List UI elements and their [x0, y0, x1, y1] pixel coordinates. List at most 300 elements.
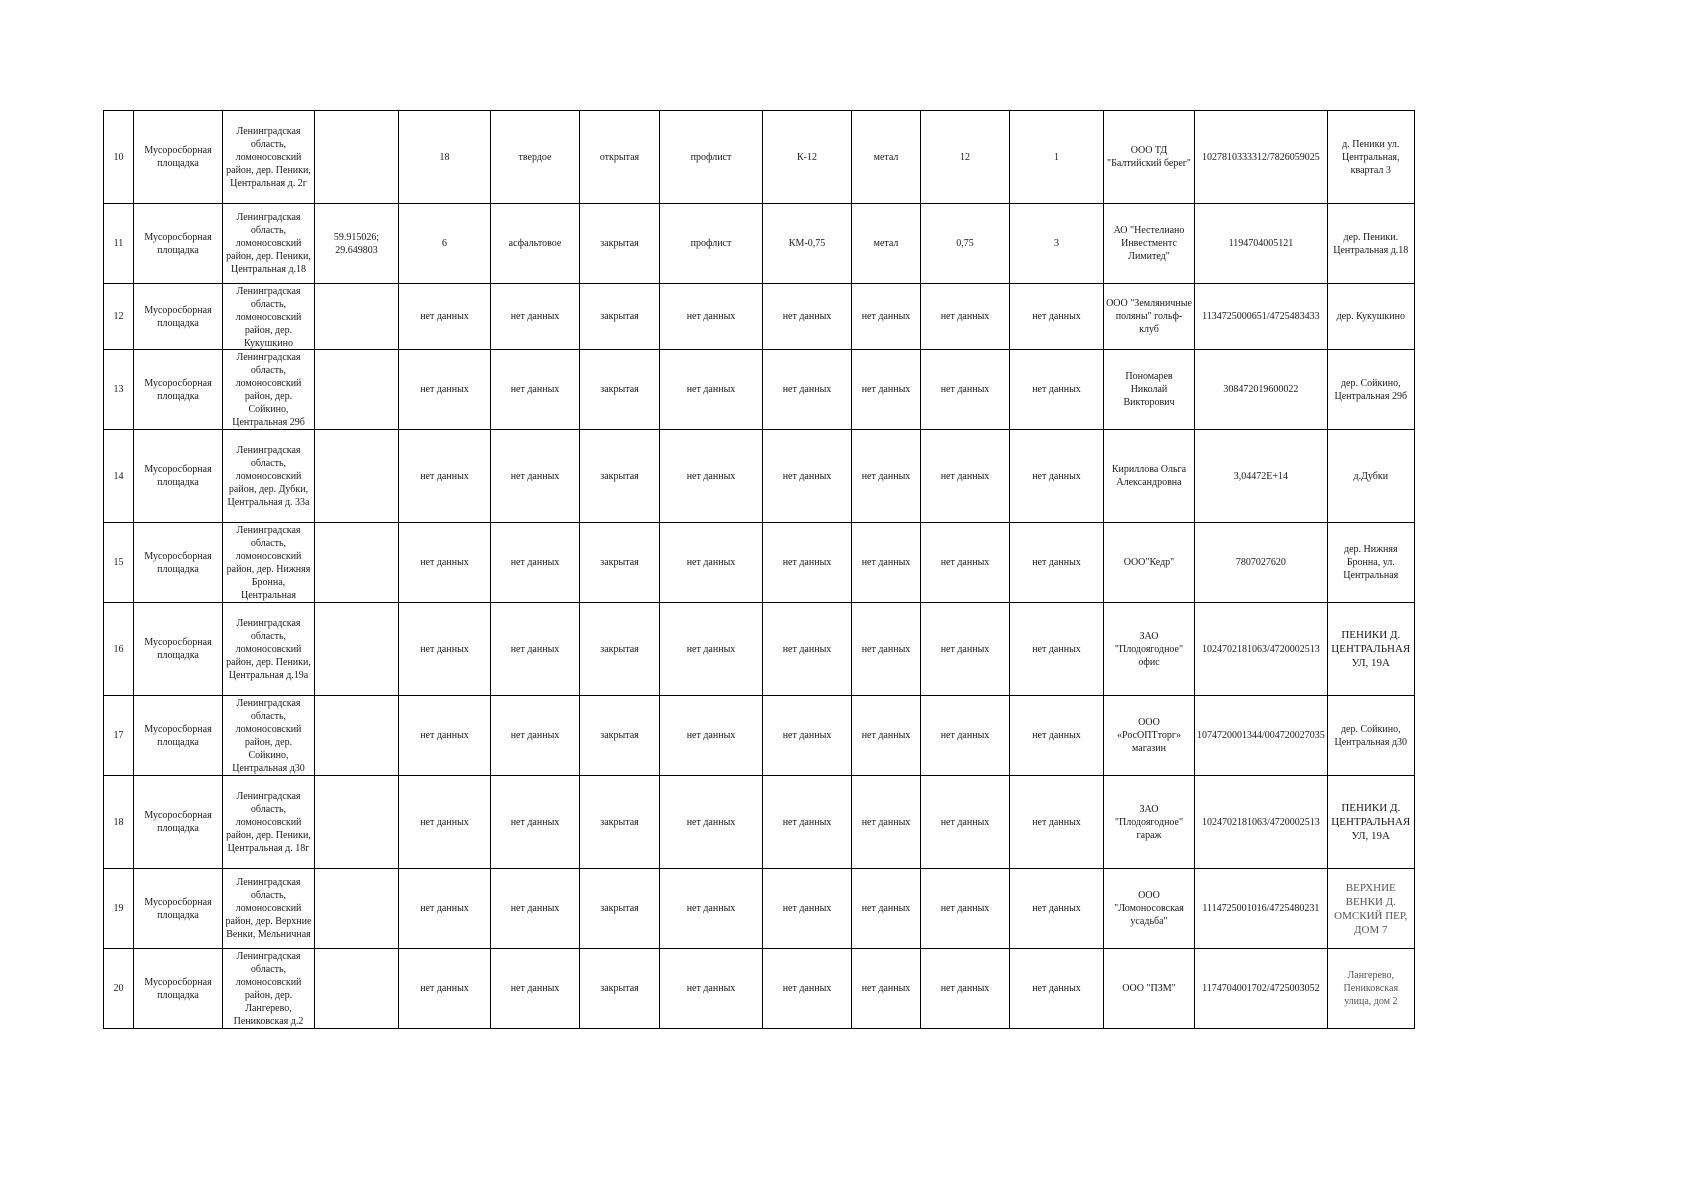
cell-cover [491, 430, 580, 523]
cell-text: нет данных [686, 557, 736, 568]
cell-text: ООО"Кедр" [1123, 557, 1175, 568]
cell-area [399, 776, 491, 869]
cell-address [223, 603, 315, 696]
cell-owner [1104, 430, 1195, 523]
cell-coords [315, 603, 399, 696]
cell-owner [1104, 869, 1195, 949]
cell-volume [921, 523, 1010, 603]
cell-fence [660, 111, 763, 204]
cell-text: нет данных [420, 384, 469, 395]
cell-address [223, 111, 315, 204]
cell-container [763, 603, 852, 696]
cell-text: 10 [113, 151, 124, 163]
cell-type [134, 111, 223, 204]
cell-text: нет данных [782, 983, 832, 994]
cell-text: Ленинградская область, ломоносовский район, дер. Сойкино, Центральная д30 [232, 697, 305, 774]
cell-text: нет данных [420, 557, 469, 568]
cell-material [852, 111, 921, 204]
cell-kind [580, 284, 660, 350]
cell-text: 7807027620 [1235, 557, 1286, 568]
cell-text: дер. Сойкино, Центральная д30 [1334, 723, 1408, 748]
cell-text: Ленинградская область, ломоносовский район, дер. Верхние Венки, Мельничная [225, 877, 312, 940]
cell-text: Мусоросборная площадка [144, 550, 212, 575]
cell-volume [921, 776, 1010, 869]
cell-text: ООО «РосОПТторг» магазин [1117, 717, 1181, 754]
cell-volume [921, 696, 1010, 776]
cell-area [399, 284, 491, 350]
cell-text: нет данных [782, 730, 832, 741]
cell-material [852, 350, 921, 430]
cell-ogrn [1195, 204, 1328, 284]
cell-text: нет данных [1032, 983, 1081, 994]
cell-text: нет данных [686, 903, 736, 914]
cell-type [134, 776, 223, 869]
cell-container [763, 523, 852, 603]
table-row [104, 869, 1415, 949]
cell-text: закрытая [600, 557, 639, 568]
cell-source [1327, 603, 1414, 696]
cell-text: нет данных [940, 384, 990, 395]
cell-coords [315, 350, 399, 430]
cell-type [134, 350, 223, 430]
cell-no [104, 869, 134, 949]
cell-text: 11 [113, 238, 124, 249]
cell-container [763, 204, 852, 284]
cell-area [399, 603, 491, 696]
cell-coords [315, 776, 399, 869]
cell-text: К-12 [797, 151, 817, 163]
cell-text: Кириллова Ольга Александровна [1111, 464, 1187, 488]
cell-text: нет данных [420, 903, 469, 914]
data-table [103, 110, 1415, 1029]
cell-ogrn [1195, 284, 1328, 350]
cell-text: Пономарев Николай Викторович [1123, 371, 1175, 408]
cell-owner [1104, 284, 1195, 350]
cell-text: нет данных [782, 557, 832, 568]
cell-text: нет данных [1032, 643, 1081, 655]
cell-owner [1104, 350, 1195, 430]
cell-ogrn [1195, 350, 1328, 430]
cell-text: закрытая [600, 816, 639, 828]
cell-text: Ленинградская область, ломоносовский район, дер. Пеники, Центральная д.19а [226, 617, 311, 681]
cell-material [852, 204, 921, 284]
cell-text: нет данных [861, 311, 911, 322]
cell-text: д. Пеники ул. Центральная, квартал 3 [1342, 138, 1400, 176]
cell-kind [580, 350, 660, 430]
cell-text: Мусоросборная площадка [144, 377, 212, 402]
cell-text: твердое [518, 151, 552, 163]
cell-cover [491, 111, 580, 204]
cell-text: нет данных [510, 730, 560, 741]
cell-address [223, 776, 315, 869]
cell-text: нет данных [861, 730, 911, 741]
cell-cover [491, 869, 580, 949]
cell-address [223, 869, 315, 949]
cell-count [1010, 350, 1104, 430]
cell-text: нет данных [686, 816, 736, 828]
cell-source [1327, 949, 1414, 1029]
cell-source [1327, 776, 1414, 869]
cell-source [1327, 523, 1414, 603]
cell-material [852, 523, 921, 603]
cell-volume [921, 284, 1010, 350]
cell-text: нет данных [782, 903, 832, 914]
cell-text: нет данных [1032, 384, 1081, 395]
cell-source [1327, 350, 1414, 430]
cell-material [852, 603, 921, 696]
cell-text: Ленинградская область, ломоносовский район, дер. Лангерево, Пениковская д.2 [233, 950, 304, 1027]
cell-text: 15 [113, 557, 124, 568]
cell-cover [491, 284, 580, 350]
cell-count [1010, 949, 1104, 1029]
cell-text: Ленинградская область, ломоносовский район, дер. Нижняя Бронна, Центральная [226, 524, 311, 601]
cell-text: нет данных [940, 983, 990, 994]
cell-cover [491, 776, 580, 869]
cell-coords [315, 430, 399, 523]
cell-text: Лангерево, Пениковская улица, дом 2 [1343, 970, 1399, 1007]
cell-area [399, 949, 491, 1029]
cell-text: нет данных [861, 643, 911, 655]
cell-text: Мусоросборная площадка [144, 810, 212, 834]
cell-kind [580, 949, 660, 1029]
cell-text: ООО ТД "Балтийский берег" [1107, 145, 1191, 169]
cell-fence [660, 523, 763, 603]
cell-text: 1024702181063/4720002513 [1202, 643, 1320, 655]
cell-source [1327, 204, 1414, 284]
cell-owner [1104, 949, 1195, 1029]
cell-text: 1027810333312/7826059025 [1202, 151, 1320, 163]
cell-fence [660, 869, 763, 949]
cell-text: нет данных [782, 643, 832, 655]
cell-no [104, 696, 134, 776]
cell-text: ЗАО "Плодоягодное" гараж [1114, 803, 1184, 841]
cell-count [1010, 776, 1104, 869]
cell-fence [660, 776, 763, 869]
cell-text: КМ-0,75 [788, 238, 826, 249]
cell-text: нет данных [510, 384, 560, 395]
cell-text: Ленинградская область, ломоносовский район, дер. Пеники, Центральная д. 2г [226, 125, 311, 189]
cell-owner [1104, 603, 1195, 696]
cell-text: дер. Нижняя Бронна, ул. Центральная [1343, 544, 1399, 581]
cell-text: нет данных [686, 730, 736, 741]
cell-coords [315, 111, 399, 204]
cell-no [104, 603, 134, 696]
cell-text: 1114725001016/4725480231 [1202, 903, 1320, 914]
cell-material [852, 430, 921, 523]
cell-text: нет данных [510, 816, 560, 828]
cell-text: 3,04472E+14 [1233, 470, 1289, 482]
cell-address [223, 949, 315, 1029]
cell-no [104, 284, 134, 350]
cell-material [852, 776, 921, 869]
cell-text: Мусоросборная площадка [144, 231, 212, 256]
cell-text: 12 [960, 151, 970, 163]
cell-no [104, 523, 134, 603]
cell-source [1327, 430, 1414, 523]
cell-text: Мусоросборная площадка [144, 145, 212, 169]
cell-ogrn [1195, 776, 1328, 869]
cell-text: закрытая [600, 983, 639, 994]
cell-address [223, 284, 315, 350]
cell-text: нет данных [420, 643, 469, 655]
cell-text: закрытая [600, 311, 639, 322]
cell-text: закрытая [600, 384, 639, 395]
cell-coords [315, 284, 399, 350]
cell-text: ПЕНИКИ Д. ЦЕНТРАЛЬНАЯ УЛ, 19А [1331, 629, 1411, 669]
cell-coords [315, 869, 399, 949]
cell-text: нет данных [861, 470, 911, 482]
table-row [104, 523, 1415, 603]
cell-address [223, 430, 315, 523]
cell-material [852, 869, 921, 949]
table-row [104, 111, 1415, 204]
cell-text: 1174704001702/4725003052 [1202, 983, 1320, 994]
cell-cover [491, 949, 580, 1029]
cell-volume [921, 603, 1010, 696]
cell-material [852, 949, 921, 1029]
cell-text: нет данных [1032, 557, 1081, 568]
cell-text: Ленинградская область, ломоносовский район, дер. Кукушкино [235, 285, 302, 349]
cell-text: нет данных [686, 384, 736, 395]
cell-kind [580, 111, 660, 204]
cell-text: нет данных [686, 983, 736, 994]
cell-volume [921, 350, 1010, 430]
cell-text: нет данных [940, 816, 990, 828]
cell-owner [1104, 696, 1195, 776]
cell-text: ООО "Земляничные поляны" гольф-клуб [1106, 298, 1192, 335]
cell-ogrn [1195, 696, 1328, 776]
cell-source [1327, 696, 1414, 776]
cell-kind [580, 869, 660, 949]
cell-text: 18 [113, 816, 124, 828]
cell-text: нет данных [782, 311, 832, 322]
cell-kind [580, 603, 660, 696]
cell-material [852, 696, 921, 776]
cell-ogrn [1195, 869, 1328, 949]
cell-area [399, 696, 491, 776]
cell-text: нет данных [1032, 816, 1081, 828]
cell-ogrn [1195, 523, 1328, 603]
cell-text: нет данных [861, 557, 911, 568]
cell-text: 19 [113, 903, 124, 914]
cell-text: нет данных [686, 643, 736, 655]
cell-text: Мусоросборная площадка [144, 976, 212, 1001]
cell-text: 1074720001344/004720027035 [1197, 730, 1325, 741]
cell-text: 20 [113, 983, 124, 994]
cell-count [1010, 204, 1104, 284]
cell-text: Мусоросборная площадка [144, 304, 212, 329]
table-row [104, 350, 1415, 430]
cell-coords [315, 523, 399, 603]
cell-text: 12 [113, 311, 124, 322]
cell-volume [921, 869, 1010, 949]
cell-type [134, 430, 223, 523]
cell-container [763, 776, 852, 869]
cell-text: нет данных [1032, 470, 1081, 482]
cell-fence [660, 430, 763, 523]
cell-area [399, 350, 491, 430]
cell-fence [660, 284, 763, 350]
cell-text: 1194704005121 [1228, 238, 1294, 249]
cell-text: нет данных [420, 816, 469, 828]
cell-count [1010, 603, 1104, 696]
cell-text: ПЕНИКИ Д. ЦЕНТРАЛЬНАЯ УЛ, 19А [1331, 802, 1411, 842]
cell-type [134, 696, 223, 776]
cell-text: 0,75 [956, 238, 974, 249]
cell-text: нет данных [940, 730, 990, 741]
cell-text: метал [873, 151, 899, 163]
cell-text: закрытая [600, 470, 639, 482]
cell-text: ЗАО "Плодоягодное" офис [1114, 630, 1184, 668]
cell-text: нет данных [861, 384, 911, 395]
table-row [104, 696, 1415, 776]
cell-no [104, 204, 134, 284]
table-row [104, 603, 1415, 696]
cell-ogrn [1195, 949, 1328, 1029]
cell-kind [580, 696, 660, 776]
cell-text: Мусоросборная площадка [144, 896, 212, 921]
cell-text: закрытая [600, 643, 639, 655]
cell-volume [921, 204, 1010, 284]
cell-text: дер. Сойкино, Центральная 29б [1334, 377, 1408, 402]
cell-text: ООО "Ломоносовская усадьба" [1114, 890, 1184, 927]
cell-text: нет данных [782, 384, 832, 395]
cell-text: 1 [1054, 151, 1059, 163]
cell-text: нет данных [940, 470, 990, 482]
cell-count [1010, 523, 1104, 603]
cell-text: 17 [113, 730, 124, 741]
cell-text: нет данных [940, 557, 990, 568]
cell-text: нет данных [861, 983, 911, 994]
cell-text: Мусоросборная площадка [144, 464, 212, 488]
cell-text: 16 [113, 643, 124, 655]
cell-text: Ленинградская область, ломоносовский район, дер. Пеники, Центральная д. 18г [226, 790, 311, 854]
cell-count [1010, 111, 1104, 204]
cell-volume [921, 949, 1010, 1029]
cell-text: профлист [690, 151, 732, 163]
cell-no [104, 430, 134, 523]
cell-text: АО "Нестелиано Инвестментс Лимитед" [1113, 225, 1185, 262]
cell-count [1010, 284, 1104, 350]
cell-text: асфальтовое [508, 238, 562, 249]
cell-text: Ленинградская область, ломоносовский район, дер. Пеники, Центральная д.18 [226, 212, 311, 275]
cell-cover [491, 603, 580, 696]
table-row [104, 284, 1415, 350]
cell-text: 1134725000651/4725483433 [1202, 311, 1320, 322]
cell-no [104, 949, 134, 1029]
cell-text: нет данных [420, 311, 469, 322]
cell-text: нет данных [686, 311, 736, 322]
cell-text: нет данных [940, 643, 990, 655]
cell-area [399, 523, 491, 603]
cell-text: нет данных [510, 557, 560, 568]
cell-text: нет данных [940, 903, 990, 914]
cell-text: 1024702181063/4720002513 [1202, 816, 1320, 828]
cell-text: нет данных [861, 903, 911, 914]
cell-text: нет данных [510, 643, 560, 655]
cell-type [134, 523, 223, 603]
cell-text: Мусоросборная площадка [144, 637, 212, 661]
cell-text: метал [873, 238, 899, 249]
cell-text: нет данных [782, 816, 832, 828]
cell-text: 6 [442, 238, 447, 249]
cell-area [399, 869, 491, 949]
cell-container [763, 869, 852, 949]
cell-text: ООО "ПЗМ" [1122, 983, 1176, 994]
cell-no [104, 776, 134, 869]
cell-type [134, 603, 223, 696]
cell-kind [580, 430, 660, 523]
cell-no [104, 350, 134, 430]
table-row [104, 204, 1415, 284]
cell-text: нет данных [510, 311, 560, 322]
cell-owner [1104, 111, 1195, 204]
cell-container [763, 696, 852, 776]
cell-coords [315, 696, 399, 776]
cell-type [134, 204, 223, 284]
cell-cover [491, 350, 580, 430]
cell-container [763, 430, 852, 523]
cell-text: нет данных [510, 983, 560, 994]
cell-text: 59.915026; 29.649803 [333, 231, 380, 256]
cell-text: профлист [690, 238, 732, 249]
cell-container [763, 111, 852, 204]
cell-cover [491, 696, 580, 776]
cell-text: нет данных [510, 470, 560, 482]
cell-address [223, 204, 315, 284]
cell-ogrn [1195, 603, 1328, 696]
cell-text: закрытая [600, 238, 639, 249]
table-row [104, 430, 1415, 523]
cell-text: нет данных [1032, 903, 1081, 914]
cell-text: закрытая [600, 903, 639, 914]
cell-kind [580, 523, 660, 603]
cell-kind [580, 204, 660, 284]
cell-text: нет данных [782, 470, 832, 482]
cell-text: нет данных [420, 470, 469, 482]
cell-cover [491, 204, 580, 284]
cell-kind [580, 776, 660, 869]
cell-address [223, 696, 315, 776]
cell-container [763, 284, 852, 350]
cell-address [223, 523, 315, 603]
cell-area [399, 111, 491, 204]
cell-source [1327, 284, 1414, 350]
cell-text: нет данных [1032, 730, 1081, 741]
cell-text: открытая [599, 151, 640, 163]
cell-text: нет данных [510, 903, 560, 914]
cell-text: нет данных [861, 816, 911, 828]
cell-area [399, 204, 491, 284]
cell-text: 18 [439, 151, 450, 163]
cell-fence [660, 949, 763, 1029]
cell-text: 14 [113, 470, 124, 482]
cell-material [852, 284, 921, 350]
cell-text: нет данных [1032, 311, 1081, 322]
cell-text: ВЕРХНИЕ ВЕНКИ Д. ОМСКИЙ ПЕР, ДОМ 7 [1334, 881, 1408, 936]
cell-text: нет данных [420, 730, 469, 741]
cell-type [134, 869, 223, 949]
cell-text: д.Дубки [1353, 470, 1389, 482]
cell-text: 3 [1054, 238, 1059, 249]
cell-text: нет данных [940, 311, 990, 322]
cell-cover [491, 523, 580, 603]
cell-text: 13 [113, 384, 124, 395]
table-row [104, 949, 1415, 1029]
cell-text: Ленинградская область, ломоносовский район, дер. Дубки, Центральная д. 33а [227, 444, 310, 508]
cell-count [1010, 696, 1104, 776]
cell-container [763, 949, 852, 1029]
